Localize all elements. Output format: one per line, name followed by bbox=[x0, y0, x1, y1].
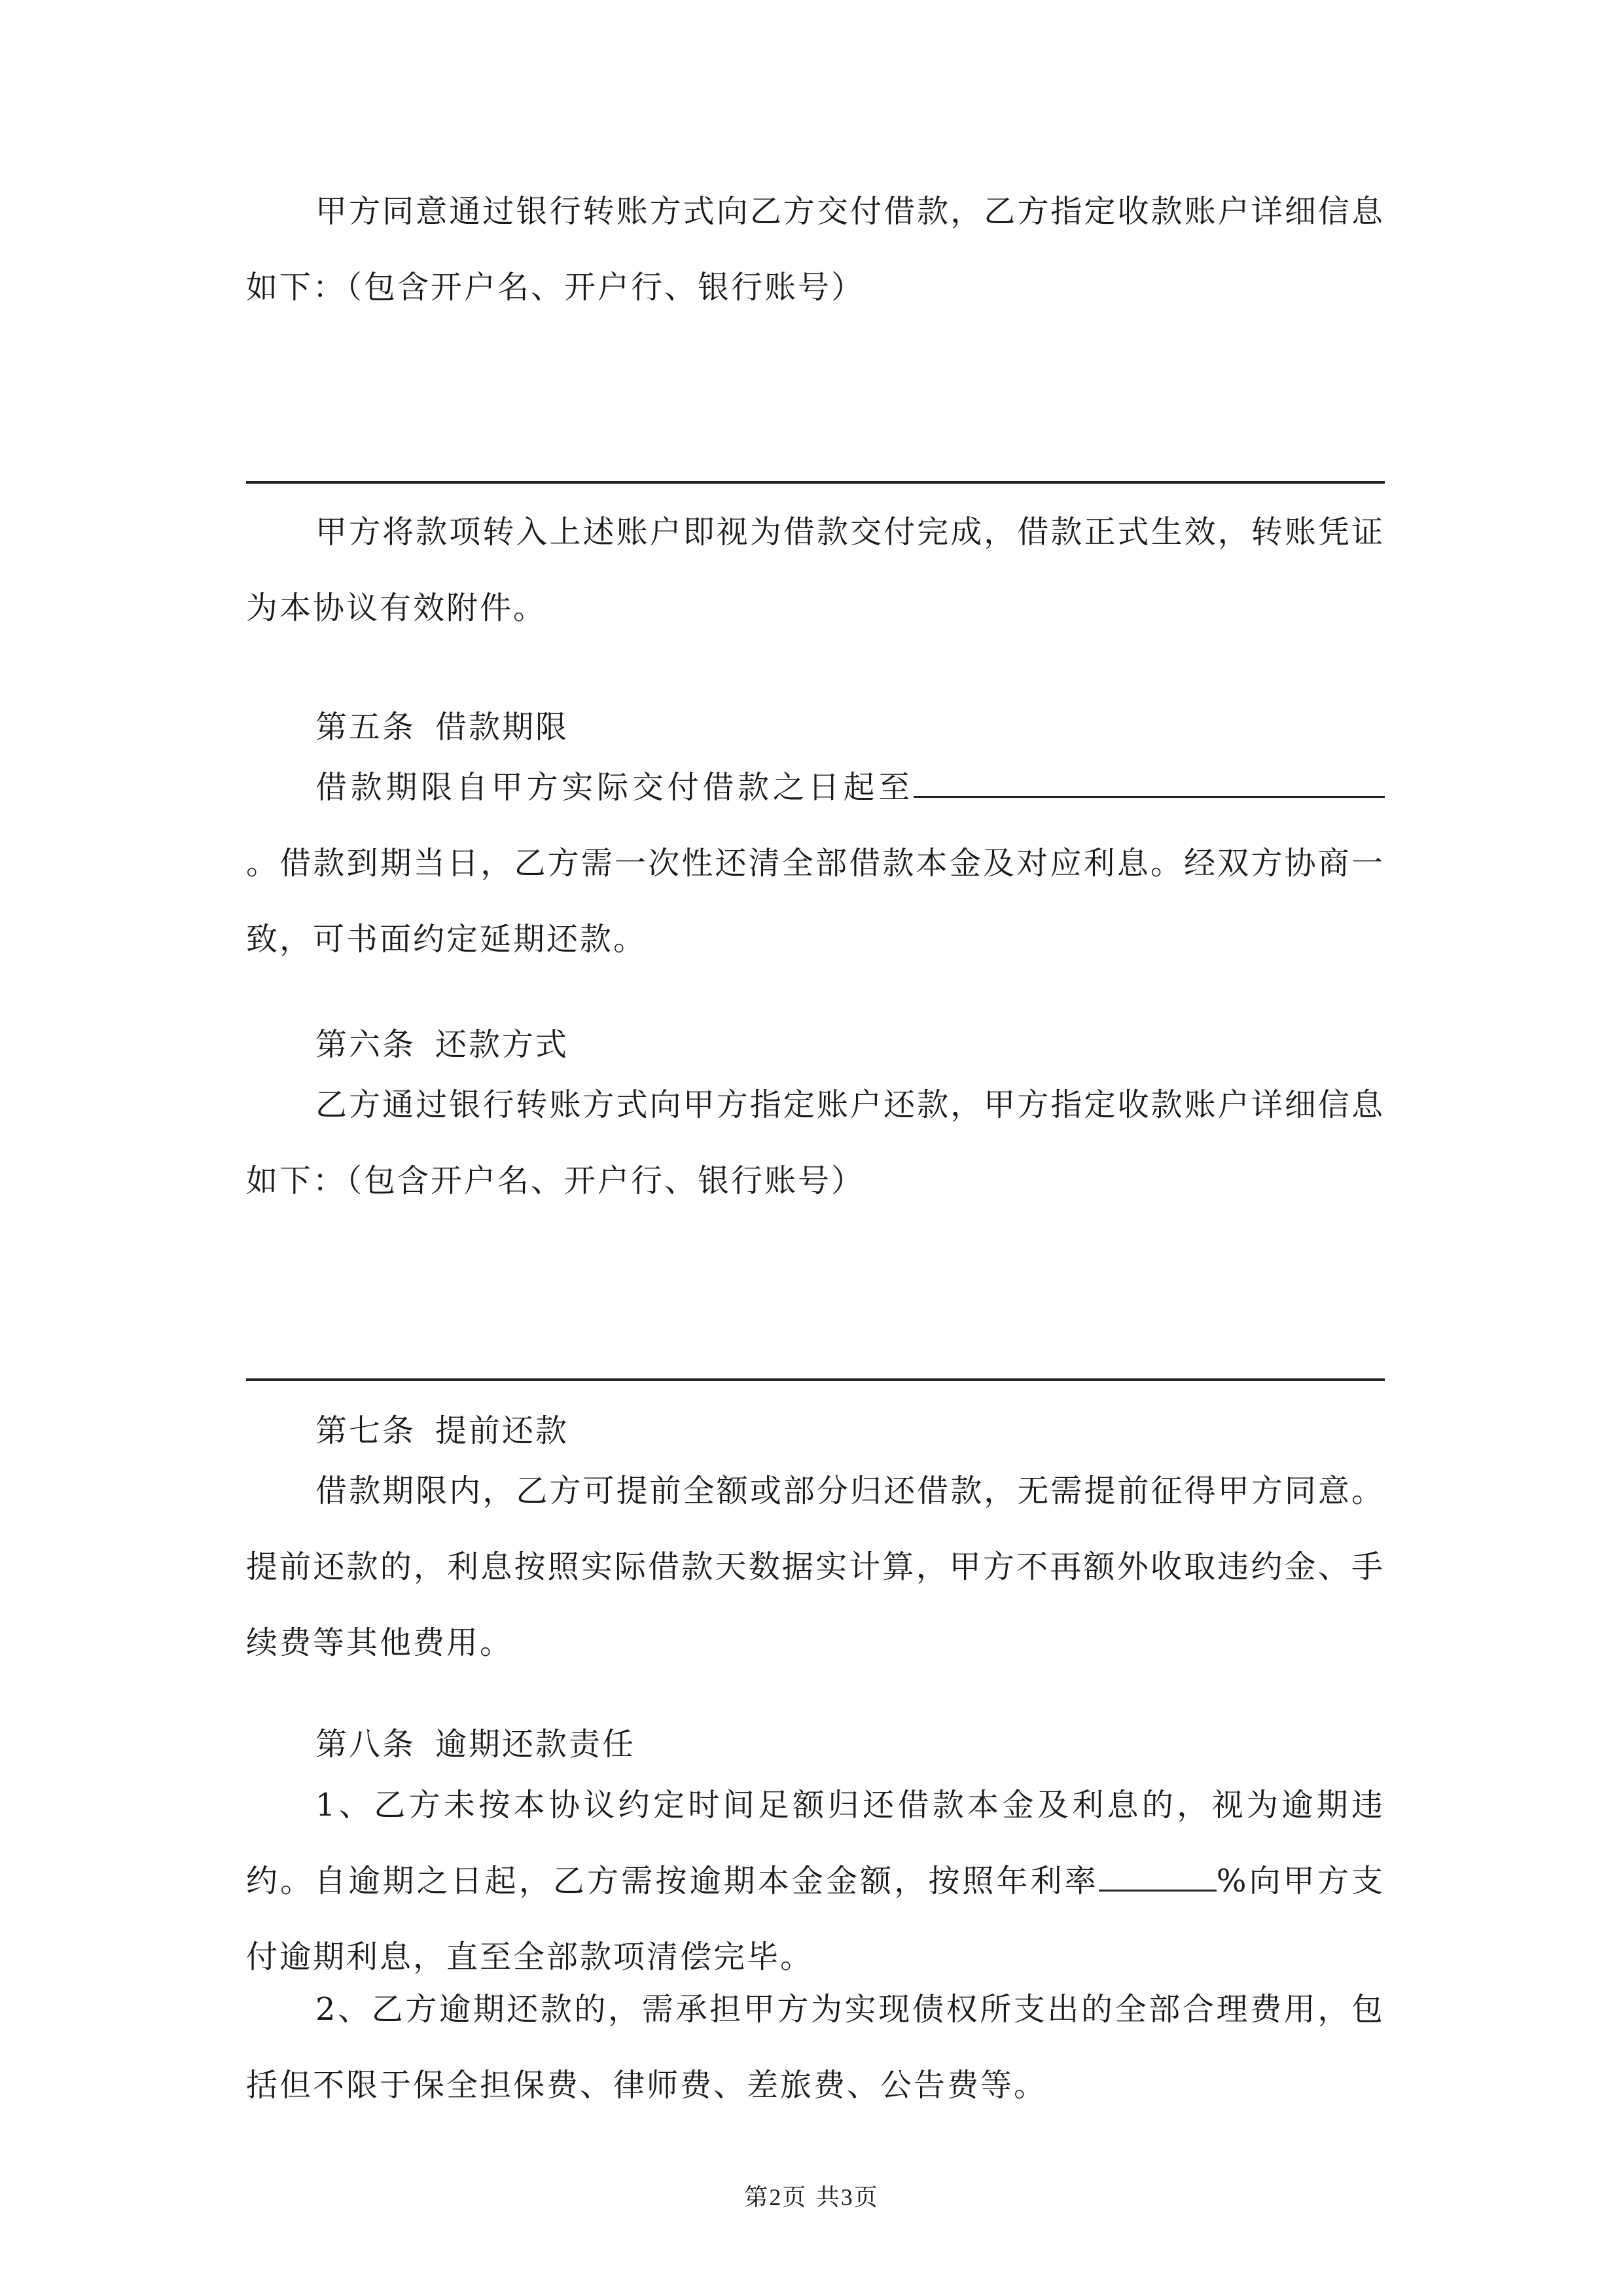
article-8-number: 第八条 bbox=[315, 1726, 416, 1763]
paragraph-overdue-interest bbox=[246, 1767, 1385, 1995]
footer-suffix: 页 bbox=[853, 2184, 879, 2211]
article-7-title: 提前还款 bbox=[435, 1412, 569, 1449]
article-6-title: 还款方式 bbox=[435, 1026, 569, 1063]
footer-prefix: 第 bbox=[744, 2184, 770, 2211]
loan-term-text-after: 。借款到期当日，乙方需一次性还清全部借款本金及对应利息。经双方协商一致，可书面约定延期还款。 bbox=[246, 845, 1385, 958]
account-info-blank-line-2 bbox=[246, 1378, 1385, 1381]
footer-page-number: 2 bbox=[769, 2184, 783, 2210]
page-footer bbox=[0, 2181, 1623, 2214]
loan-end-date-blank bbox=[914, 763, 1385, 798]
article-7-number: 第七条 bbox=[315, 1412, 416, 1449]
paragraph-delivery-complete: 甲方将款项转入上述账户即视为借款交付完成，借款正式生效，转账凭证为本协议有效附件。 bbox=[246, 514, 1385, 626]
paragraph-overdue-costs: 2、乙方逾期还款的，需承担甲方为实现债权所支出的全部合理费用，包括但不限于保全担保费、律师费、差旅费、公告费等。 bbox=[246, 1991, 1385, 2104]
overdue-text-before: 1、乙方未按本协议约定时间足额归还借款本金及利息的，视为逾期违约。自逾期之日起，乙方需按逾期本金金额，按照年利率 bbox=[246, 1787, 1385, 1899]
account-info-blank-line-1 bbox=[246, 481, 1385, 484]
paragraph-repayment-method: 乙方通过银行转账方式向甲方指定账户还款，甲方指定收款账户详细信息如下：（包含开户名、开户行、银行账号） bbox=[246, 1086, 1385, 1199]
footer-middle: 页 共 bbox=[782, 2184, 841, 2211]
article-8-title: 逾期还款责任 bbox=[435, 1726, 636, 1763]
paragraph-early-repayment: 借款期限内，乙方可提前全额或部分归还借款，无需提前征得甲方同意。提前还款的，利息按照实际借款天数据实计算，甲方不再额外收取违约金、手续费等其他费用。 bbox=[246, 1473, 1385, 1661]
paragraph-loan-delivery: 甲方同意通过银行转账方式向乙方交付借款，乙方指定收款账户详细信息如下：（包含开户名、开户行、银行账号） bbox=[246, 193, 1385, 306]
paragraph-loan-term bbox=[246, 749, 1385, 977]
article-6-number: 第六条 bbox=[315, 1026, 416, 1063]
annual-rate-blank bbox=[1099, 1857, 1217, 1892]
article-5-number: 第五条 bbox=[315, 709, 416, 745]
loan-term-text-before: 借款期限自甲方实际交付借款之日起至 bbox=[315, 769, 914, 806]
footer-total-pages: 3 bbox=[840, 2184, 854, 2210]
overdue-text-after: %向甲方支付逾期利息，直至全部款项清偿完毕。 bbox=[246, 1863, 1385, 1975]
article-5-title: 借款期限 bbox=[435, 709, 569, 745]
